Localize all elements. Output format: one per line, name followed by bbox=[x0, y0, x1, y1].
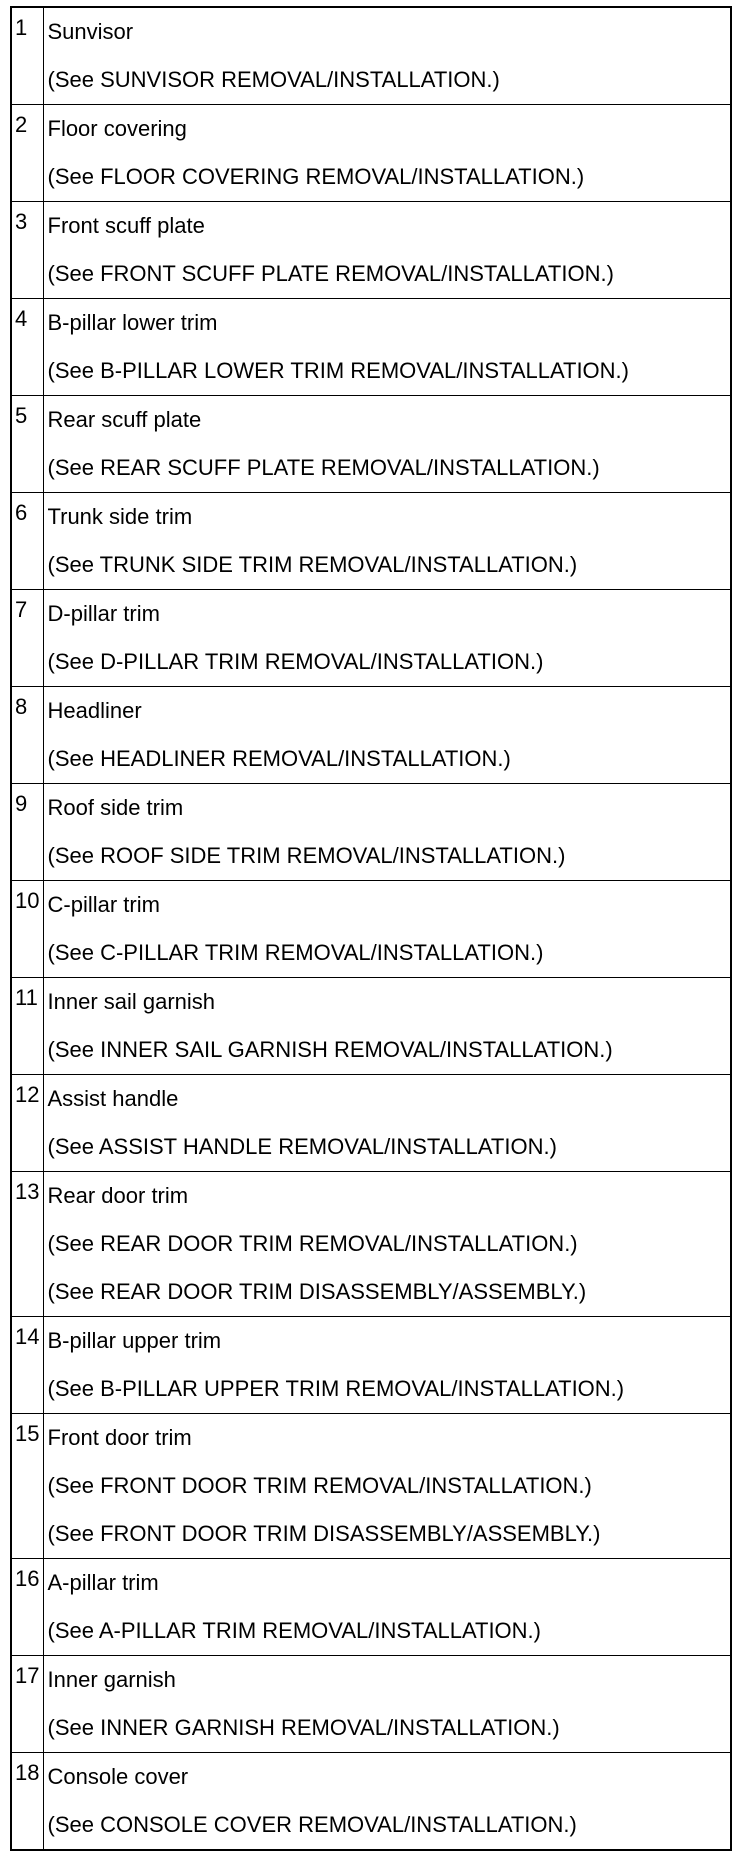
item-number: 2 bbox=[11, 105, 43, 202]
item-name: Front scuff plate bbox=[47, 213, 205, 238]
table-row bbox=[11, 1656, 731, 1753]
item-description bbox=[43, 1317, 731, 1414]
table-row bbox=[11, 590, 731, 687]
item-number: 16 bbox=[11, 1559, 43, 1656]
item-number: 6 bbox=[11, 493, 43, 590]
item-reference: (See HEADLINER REMOVAL/INSTALLATION.) bbox=[47, 746, 511, 771]
item-description bbox=[43, 590, 731, 687]
item-description bbox=[43, 1172, 731, 1317]
item-name: Sunvisor bbox=[47, 19, 134, 44]
table-row bbox=[11, 105, 731, 202]
item-name: Inner garnish bbox=[47, 1667, 176, 1692]
item-reference: (See FRONT DOOR TRIM DISASSEMBLY/ASSEMBLY.) bbox=[47, 1521, 601, 1546]
item-description bbox=[43, 881, 731, 978]
item-reference: (See INNER SAIL GARNISH REMOVAL/INSTALLATION.) bbox=[47, 1037, 613, 1062]
table-row bbox=[11, 202, 731, 299]
item-number: 8 bbox=[11, 687, 43, 784]
item-description bbox=[43, 299, 731, 396]
table-row bbox=[11, 1317, 731, 1414]
table-row bbox=[11, 7, 731, 105]
item-name: Assist handle bbox=[47, 1086, 179, 1111]
table-row bbox=[11, 1559, 731, 1656]
item-description bbox=[43, 202, 731, 299]
item-description bbox=[43, 978, 731, 1075]
item-name: D-pillar trim bbox=[47, 601, 160, 626]
item-number: 9 bbox=[11, 784, 43, 881]
table-row bbox=[11, 1414, 731, 1559]
item-name: A-pillar trim bbox=[47, 1570, 159, 1595]
item-name: Floor covering bbox=[47, 116, 187, 141]
item-name: B-pillar upper trim bbox=[47, 1328, 222, 1353]
item-description bbox=[43, 493, 731, 590]
table-row bbox=[11, 493, 731, 590]
item-reference: (See CONSOLE COVER REMOVAL/INSTALLATION.) bbox=[47, 1812, 577, 1837]
item-reference: (See SUNVISOR REMOVAL/INSTALLATION.) bbox=[47, 67, 500, 92]
item-reference: (See TRUNK SIDE TRIM REMOVAL/INSTALLATION.) bbox=[47, 552, 578, 577]
item-reference: (See FLOOR COVERING REMOVAL/INSTALLATION.) bbox=[47, 164, 585, 189]
item-description bbox=[43, 1656, 731, 1753]
item-number: 18 bbox=[11, 1753, 43, 1851]
item-reference: (See D-PILLAR TRIM REMOVAL/INSTALLATION.) bbox=[47, 649, 544, 674]
item-description bbox=[43, 1559, 731, 1656]
item-name: Headliner bbox=[47, 698, 142, 723]
table-row bbox=[11, 299, 731, 396]
item-number: 4 bbox=[11, 299, 43, 396]
item-description bbox=[43, 105, 731, 202]
item-description bbox=[43, 784, 731, 881]
item-name: Trunk side trim bbox=[47, 504, 193, 529]
item-reference: (See B-PILLAR LOWER TRIM REMOVAL/INSTALLATION.) bbox=[47, 358, 629, 383]
item-reference: (See REAR SCUFF PLATE REMOVAL/INSTALLATION.) bbox=[47, 455, 600, 480]
item-number: 12 bbox=[11, 1075, 43, 1172]
item-reference: (See FRONT DOOR TRIM REMOVAL/INSTALLATION.) bbox=[47, 1473, 592, 1498]
item-number: 15 bbox=[11, 1414, 43, 1559]
item-number: 3 bbox=[11, 202, 43, 299]
item-description bbox=[43, 687, 731, 784]
item-number: 7 bbox=[11, 590, 43, 687]
item-name: Rear scuff plate bbox=[47, 407, 202, 432]
item-description bbox=[43, 396, 731, 493]
table-row bbox=[11, 1075, 731, 1172]
item-number: 13 bbox=[11, 1172, 43, 1317]
table-row bbox=[11, 978, 731, 1075]
parts-table-body bbox=[11, 7, 731, 1850]
table-row bbox=[11, 687, 731, 784]
item-reference: (See A-PILLAR TRIM REMOVAL/INSTALLATION.) bbox=[47, 1618, 541, 1643]
item-reference: (See B-PILLAR UPPER TRIM REMOVAL/INSTALLATION.) bbox=[47, 1376, 625, 1401]
item-reference: (See FRONT SCUFF PLATE REMOVAL/INSTALLATION.) bbox=[47, 261, 614, 286]
item-reference: (See ASSIST HANDLE REMOVAL/INSTALLATION.) bbox=[47, 1134, 557, 1159]
item-name: Front door trim bbox=[47, 1425, 192, 1450]
table-row bbox=[11, 1753, 731, 1851]
table-row bbox=[11, 881, 731, 978]
item-description bbox=[43, 1753, 731, 1851]
item-number: 17 bbox=[11, 1656, 43, 1753]
table-row bbox=[11, 396, 731, 493]
item-description bbox=[43, 1414, 731, 1559]
item-reference: (See INNER GARNISH REMOVAL/INSTALLATION.) bbox=[47, 1715, 560, 1740]
item-number: 11 bbox=[11, 978, 43, 1075]
item-reference: (See ROOF SIDE TRIM REMOVAL/INSTALLATION.) bbox=[47, 843, 566, 868]
table-row bbox=[11, 784, 731, 881]
item-number: 5 bbox=[11, 396, 43, 493]
item-description bbox=[43, 7, 731, 105]
parts-table bbox=[10, 6, 732, 1851]
item-name: B-pillar lower trim bbox=[47, 310, 218, 335]
item-number: 1 bbox=[11, 7, 43, 105]
item-name: Inner sail garnish bbox=[47, 989, 216, 1014]
table-row bbox=[11, 1172, 731, 1317]
item-description bbox=[43, 1075, 731, 1172]
item-name: Roof side trim bbox=[47, 795, 184, 820]
item-name: C-pillar trim bbox=[47, 892, 160, 917]
item-reference: (See REAR DOOR TRIM DISASSEMBLY/ASSEMBLY.) bbox=[47, 1279, 587, 1304]
item-number: 10 bbox=[11, 881, 43, 978]
item-reference: (See C-PILLAR TRIM REMOVAL/INSTALLATION.) bbox=[47, 940, 544, 965]
item-reference: (See REAR DOOR TRIM REMOVAL/INSTALLATION.) bbox=[47, 1231, 578, 1256]
item-name: Console cover bbox=[47, 1764, 189, 1789]
item-name: Rear door trim bbox=[47, 1183, 189, 1208]
item-number: 14 bbox=[11, 1317, 43, 1414]
